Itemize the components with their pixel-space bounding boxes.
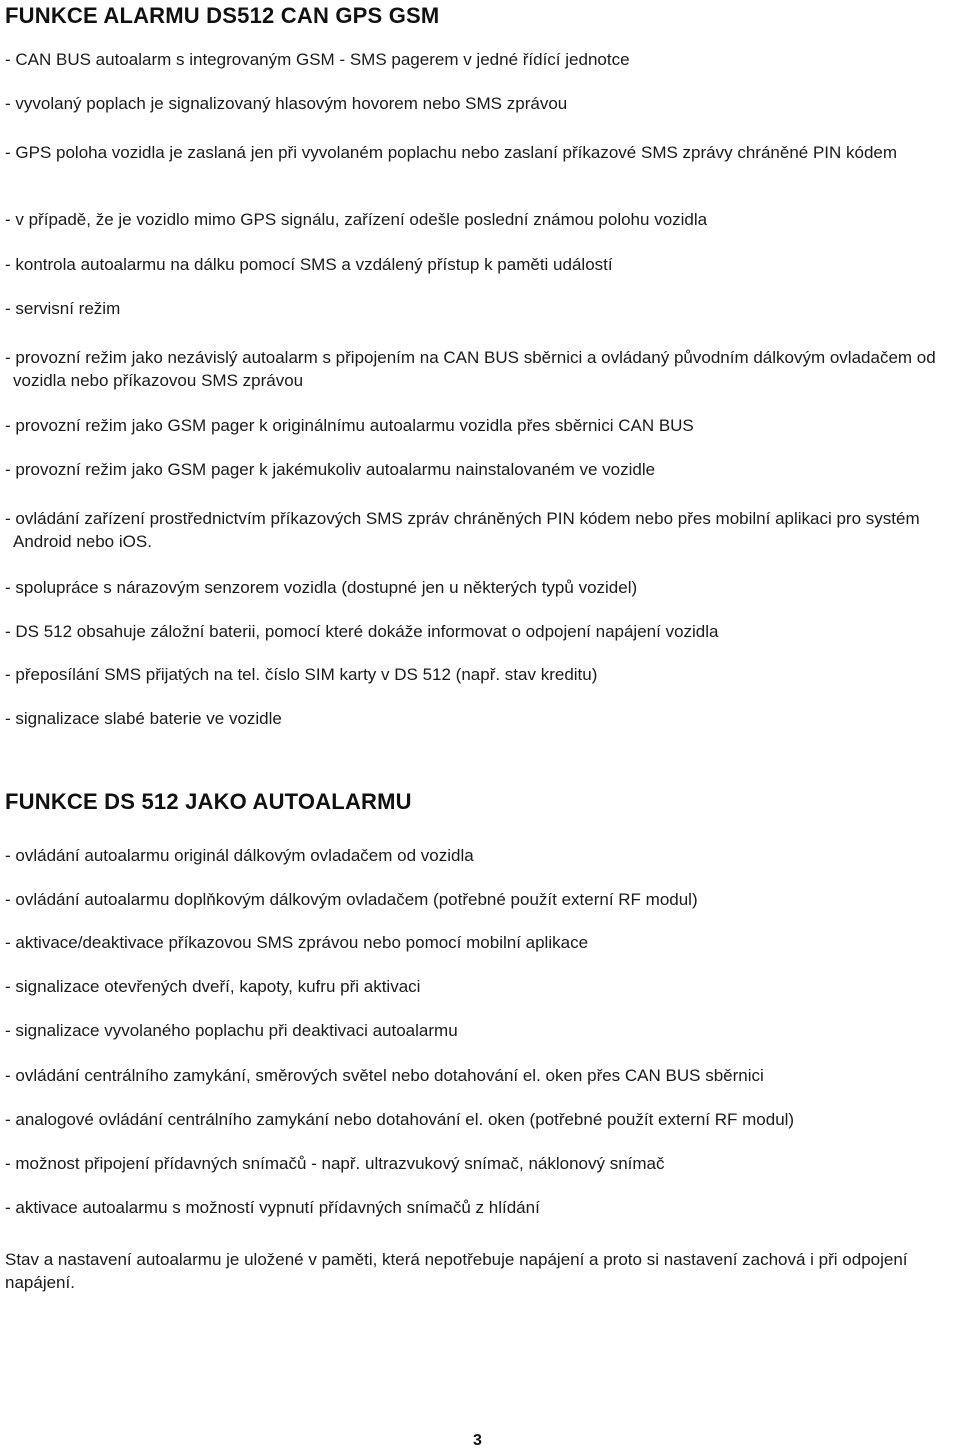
list-item: - signalizace slabé baterie ve vozidle — [5, 709, 282, 728]
list-item: - aktivace/deaktivace příkazovou SMS zprávou nebo pomocí mobilní aplikace — [5, 933, 589, 952]
memory-note-paragraph: Stav a nastavení autoalarmu je uložené v paměti, která nepotřebuje napájení a proto si nastavení zachová i při odpojení napájení. — [5, 1250, 908, 1292]
list-item: - ovládání autoalarmu doplňkovým dálkovým ovladačem (potřebné použít externí RF modul) — [5, 890, 698, 909]
list-item: - přeposílání SMS přijatých na tel. číslo SIM karty v DS 512 (např. stav kreditu) — [5, 665, 598, 684]
list-item: - kontrola autoalarmu na dálku pomocí SMS a vzdálený přístup k paměti událostí — [5, 255, 613, 274]
list-item: - vyvolaný poplach je signalizovaný hlasovým hovorem nebo SMS zprávou — [5, 94, 568, 113]
list-item: - signalizace vyvolaného poplachu při deaktivaci autoalarmu — [5, 1021, 458, 1040]
list-item: - DS 512 obsahuje záložní baterii, pomocí které dokáže informovat o odpojení napájení vozidla — [5, 622, 719, 641]
list-item: - CAN BUS autoalarm s integrovaným GSM - SMS pagerem v jedné řídící jednotce — [5, 50, 630, 69]
list-item: - provozní režim jako nezávislý autoalarm s připojením na CAN BUS sběrnici a ovládaný původním dálkovým ovladačem od vozidla nebo příkazovou SMS zprávou — [5, 348, 936, 390]
list-item: - ovládání zařízení prostřednictvím příkazových SMS zpráv chráněných PIN kódem nebo přes mobilní aplikaci pro systém Android nebo iOS. — [5, 509, 920, 551]
list-item: - analogové ovládání centrálního zamykání nebo dotahování el. oken (potřebné použít externí RF modul) — [5, 1110, 795, 1129]
list-item: - GPS poloha vozidla je zaslaná jen při vyvolaném poplachu nebo zaslaní příkazové SMS zprávy chráněné PIN kódem — [5, 143, 898, 162]
list-item: - signalizace otevřených dveří, kapoty, kufru při aktivaci — [5, 977, 421, 996]
list-item: - provozní režim jako GSM pager k originálnímu autoalarmu vozidla přes sběrnici CAN BUS — [5, 416, 694, 435]
list-item: - v případě, že je vozidlo mimo GPS signálu, zařízení odešle poslední známou polohu vozidla — [5, 210, 708, 229]
list-item: - provozní režim jako GSM pager k jakémukoliv autoalarmu nainstalovaném ve vozidle — [5, 460, 656, 479]
section-title-alarm-functions: FUNKCE ALARMU DS512 CAN GPS GSM — [5, 3, 440, 28]
page-number: 3 — [473, 1432, 482, 1449]
list-item: - možnost připojení přídavných snímačů - např. ultrazvukový snímač, náklonový snímač — [5, 1154, 665, 1173]
list-item: - ovládání centrálního zamykání, směrových světel nebo dotahování el. oken přes CAN BUS sběrnici — [5, 1066, 764, 1085]
list-item: - aktivace autoalarmu s možností vypnutí přídavných snímačů z hlídání — [5, 1198, 540, 1217]
list-item: - spolupráce s nárazovým senzorem vozidla (dostupné jen u některých typů vozidel) — [5, 578, 638, 597]
list-item: - ovládání autoalarmu originál dálkovým ovladačem od vozidla — [5, 846, 474, 865]
list-item: - servisní režim — [5, 299, 121, 318]
section-title-autoalarm-functions: FUNKCE DS 512 JAKO AUTOALARMU — [5, 789, 412, 814]
